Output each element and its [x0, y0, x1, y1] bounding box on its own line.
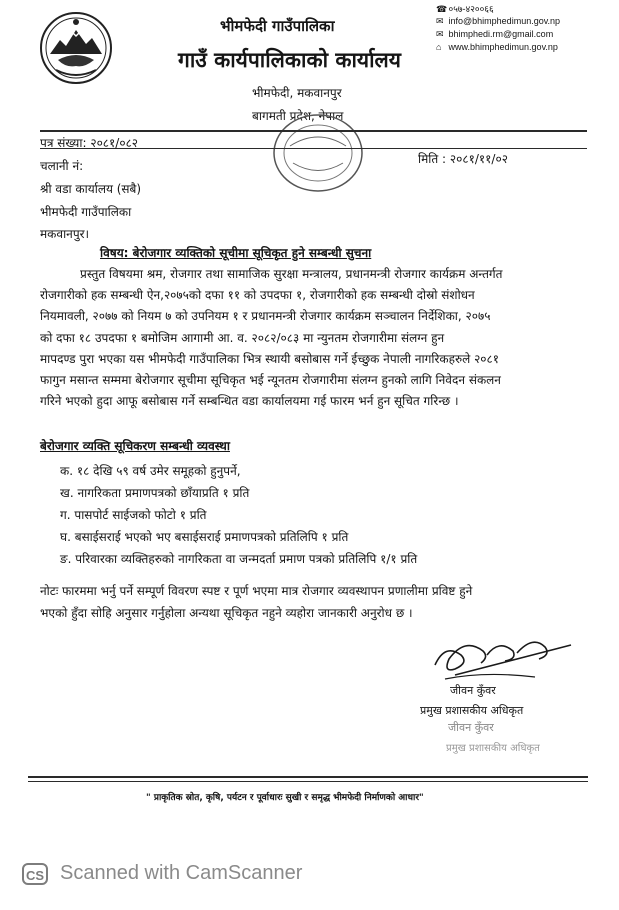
note-paragraph: [40, 580, 590, 624]
signatory-name: जीवन कुँवर: [450, 684, 496, 697]
office-title: गाउँ कार्यपालिकाको कार्यालय: [178, 48, 401, 72]
requirement-item: घ. बसाईसराई भएको भए बसाईसराई प्रमाणपत्रको प्रतिलिपि १ प्रति: [60, 530, 349, 544]
body-line: को दफा १८ उपदफा १ बमोजिम आगामी आ. व. २०८२/०८३ मा न्युनतम रोजगारीमा संलग्न हुन: [40, 330, 445, 345]
notice-subject: विषय: बेरोजगार व्यक्तिको सूचीमा सूचिकृत हुने सम्बन्धी सुचना: [100, 246, 372, 260]
mail-icon: ✉: [436, 16, 444, 26]
date-value: २०८१/११/०२: [449, 152, 508, 166]
reference-label: पत्र संख्या:: [40, 136, 87, 150]
contact-email-gmail-text: bhimphedi.rm@gmail.com: [448, 29, 554, 39]
reference-number: [40, 134, 138, 151]
note-line: भएको हुँदा सोहि अनुसार गर्नुहोला अन्यथा सूचिकृत नहुने व्यहोरा जानकारी अनुरोध छ ।: [40, 606, 413, 620]
contact-email-official: [436, 16, 560, 27]
office-seal-stamp: [268, 108, 368, 198]
requirements-heading: बेरोजगार व्यक्ति सूचिकरण सम्बन्धी व्यवस्था: [40, 439, 230, 453]
office-address-line1: भीमफेदी, मकवानपुर: [252, 86, 342, 100]
nepal-emblem-logo: [38, 10, 114, 86]
handwritten-signature: [425, 625, 575, 685]
stamp-name: जीवन कुँवर: [448, 721, 494, 734]
municipality-name: भीमफेदी गाउँपालिका: [220, 17, 335, 35]
requirement-item: क. १८ देखि ५९ वर्ष उमेर समूहको हुनुपर्ने,: [60, 464, 241, 478]
requirements-list: [60, 460, 417, 570]
note-line: नोटः फारममा भर्नु पर्ने सम्पूर्ण विवरण स्पष्ट र पूर्ण भएमा मात्र रोजगार व्यवस्थापन प्रणालीमा प्रविष्ट हुने: [40, 584, 473, 598]
camscanner-watermark: Scanned with CamScanner: [60, 862, 303, 884]
header-divider-top: [40, 130, 587, 132]
contact-phone: [436, 2, 494, 15]
contact-phone-text: ०५७-४२००६६: [448, 4, 494, 14]
requirement-item: ग. पासपोर्ट साईजको फोटो १ प्रति: [60, 508, 207, 522]
contact-website: [436, 42, 558, 52]
camscanner-logo-icon: CS: [22, 863, 48, 885]
date-label: मिति :: [418, 152, 447, 166]
footer-divider-bottom: [28, 781, 588, 782]
body-line: मापदण्ड पुरा भएका यस भीमफेदी गाउँपालिका भित्र स्थायी बसोबास गर्ने ईच्छुक नेपाली नागरिकहरुले २०८१: [40, 351, 500, 366]
mail-icon: ✉: [436, 29, 444, 39]
body-line: रोजगारीको हक सम्बन्धी ऐन,२०७५को दफा ११ को उपदफा १, रोजगारीको हक सम्बन्धी दोस्रो संशोधन: [40, 288, 475, 303]
contact-email-official-text: info@bhimphedimun.gov.np: [448, 16, 561, 26]
recipient-line-3: मकवानपुर।: [40, 227, 90, 241]
web-icon: ⌂: [436, 42, 442, 52]
footer-motto: " प्राकृतिक स्रोत, कृषि, पर्यटन र पूर्वाधारः सुखी र समृद्ध भीमफेदी निर्माणको आधार": [146, 793, 424, 803]
letter-date: [418, 150, 508, 167]
contact-email-gmail: [436, 29, 553, 40]
recipient-line-1: श्री वडा कार्यालय (सबै): [40, 182, 142, 196]
dispatch-number: चलानी नं:: [40, 159, 84, 173]
recipient-line-2: भीमफेदी गाउँपालिका: [40, 205, 132, 219]
requirement-item: ख. नागरिकता प्रमाणपत्रको छाँयाप्रति १ प्रति: [60, 486, 250, 500]
signatory-title: प्रमुख प्रशासकीय अधिकृत: [420, 704, 524, 717]
reference-value: २०८१/०८२: [90, 136, 139, 150]
body-line: गरिने भएको हुदा आफू बसोबास गर्ने सम्बन्धित वडा कार्यालयमा गई फारम भर्न हुन सूचित गरिन्छ ।: [40, 394, 459, 409]
contact-website-text: www.bhimphedimun.gov.np: [448, 42, 558, 52]
body-line: प्रस्तुत विषयमा श्रम, रोजगार तथा सामाजिक सुरक्षा मन्त्रालय, प्रधानमन्त्री रोजगार कार्यक्रम अन्तर्गत: [80, 267, 503, 281]
notice-body: [40, 264, 585, 412]
body-line: फागुन मसान्त सम्ममा बेरोजगार सूचीमा सूचिकृत भई न्यूनतम रोजगारीमा संलग्न हुनको लागि निवेदन संकलन: [40, 373, 501, 388]
stamp-title: प्रमुख प्रशासकीय अधिकृत: [446, 743, 540, 754]
footer-divider-top: [28, 776, 588, 778]
office-address-line2: बागमती प्रदेश, नेपाल: [252, 109, 344, 123]
requirement-item: ङ. परिवारका व्यक्तिहरुको नागरिकता वा जन्मदर्ता प्रमाण पत्रको प्रतिलिपि १/१ प्रति: [60, 552, 418, 566]
phone-icon: ☎: [436, 4, 448, 14]
body-line: नियमावली, २०७७ को नियम ७ को उपनियम १ र प्रधानमन्त्री रोजगार कार्यक्रम सञ्चालन निर्देशिका, २०७५: [40, 309, 491, 324]
